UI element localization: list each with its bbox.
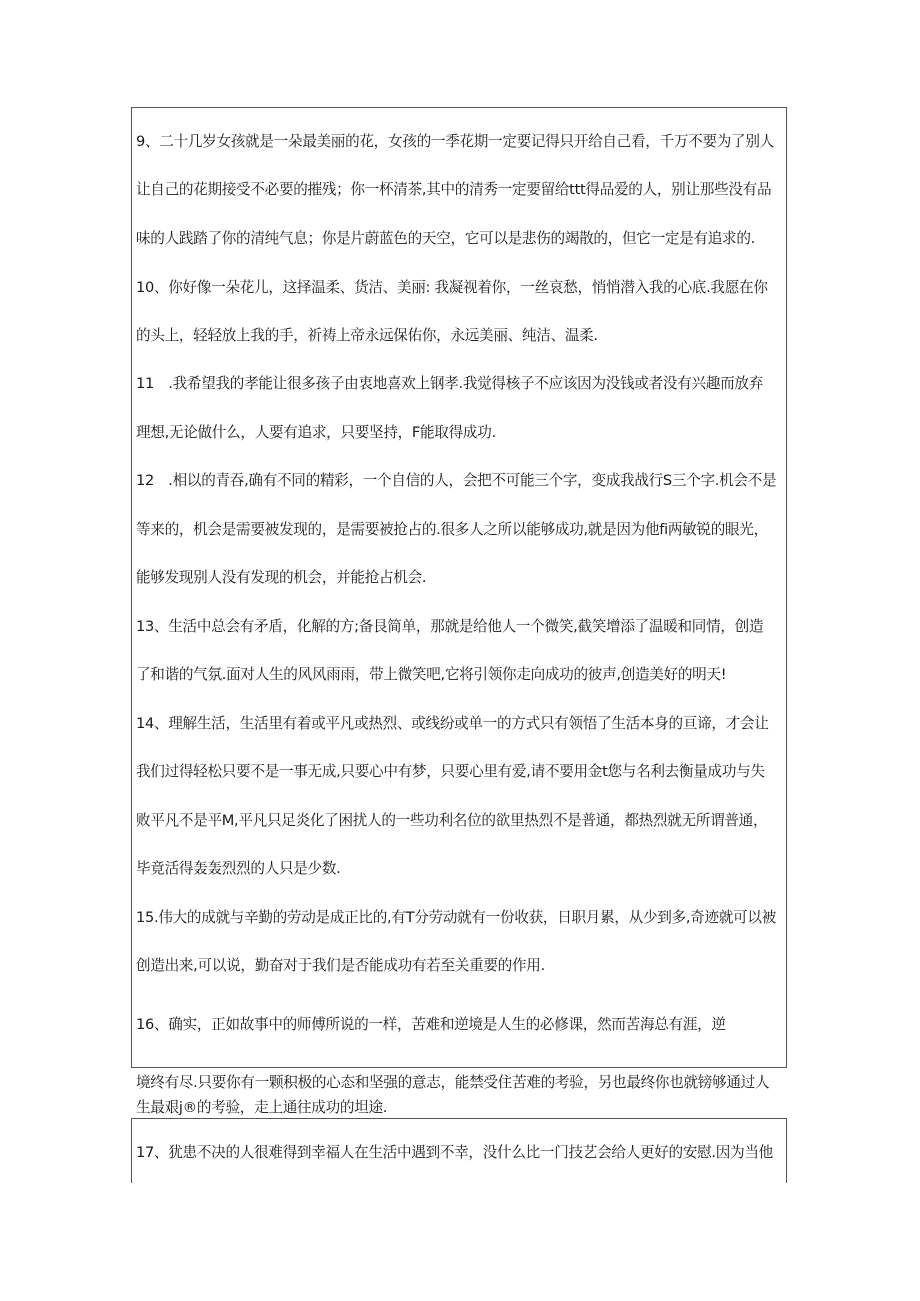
text-line: 创造出来,可以说，勤奋对于我们是否能成功有若至关重要的作用. bbox=[136, 957, 545, 974]
text-line: 败平凡不是平M,平凡只足炎化了困扰人的一些功利名位的欲里热烈不是普通，都热烈就无所谓普通， bbox=[136, 812, 768, 829]
text-line: 11 .我希望我的孝能让很多孩子由衷地喜欢上钢孝.我觉得核子不应该因为没钱或者没有兴趣而放弃 bbox=[136, 375, 763, 392]
text-line: 10、你好像一朵花儿，这择温柔、货洁、美丽: 我凝视着你，一丝哀愁，悄悄潜入我的心底.我愿在你 bbox=[136, 279, 768, 296]
text-line: 生最艰j®的考验，走上通往成功的坦途. bbox=[136, 1099, 388, 1116]
text-line: 了和谐的气氛.面对人生的风风雨雨，带上微笑吧,它将引领你走向成功的彼声,创造美好的明天! bbox=[136, 666, 727, 683]
text-line: 的头上，轻轻放上我的手，祈祷上帝永远保佑你，永远美丽、纯洁、温柔. bbox=[136, 327, 598, 344]
text-line: 9、二十几岁女孩就是一朵最美丽的花，女孩的一季花期一定要记得只开给自己看，千万不要为了别人 bbox=[136, 133, 774, 150]
text-line: 毕竟活得轰轰烈烈的人只是少数. bbox=[136, 860, 341, 877]
text-line: 12 .相以的青吞,确有不同的精彩，一个自信的人，会把不可能三个字，变成我战行S三个字.机会不是 bbox=[136, 472, 777, 489]
text-line: 等来的，机会是需要被发现的，是需要被抢占的.很多人之所以能够成功,就是因为他fi两敏锐的眼光， bbox=[136, 521, 768, 538]
text-line: 理想,无论做什么，人要有追求，只要坚持，F能取得成功. bbox=[136, 424, 496, 441]
text-line: 味的人践踏了你的清纯气息；你是片蔚蓝色的天空，它可以是悲伤的竭散的，但它一定是有追求的. bbox=[136, 230, 755, 247]
text-line: 16、确实，正如故事中的师傅所说的一样，苦难和逆境是人生的必修课，然而苦海总有涯，逆 bbox=[136, 1016, 726, 1033]
text-line: 境终有尽.只要你有一颗积极的心态和坚强的意志，能禁受住苦难的考验，另也最终你也就镑够通过人 bbox=[136, 1074, 770, 1091]
text-line: 让自己的花期接受不必要的摧残；你一杯清茶,其中的清秀一定要留给ttt得品爱的人，别让那些没有品 bbox=[136, 181, 772, 198]
text-line: 13、生活中总会有矛盾，化解的方;备艮简单，那就是给他人一个微笑,截笑增添了温暖和同情，创造 bbox=[136, 618, 764, 635]
text-line: 17、犹患不决的人很难得到幸福人在生活中遇到不幸，没什么比一门技艺会给人更好的安慰.因为当他 bbox=[136, 1144, 773, 1161]
text-line: 能够发现别人没有发现的机会，并能抢占机会. bbox=[136, 569, 427, 586]
text-line: 15.伟大的成就与辛勤的劳动是成正比的,有T分劳动就有一份收获，日职月累，从少到多,奇迹就可以被 bbox=[136, 909, 776, 926]
text-line: 我们过得轻松只要不是一事无成,只要心中有梦，只要心里有爱,请不要用金t您与名利去衡量成功与失 bbox=[136, 763, 765, 780]
text-line: 14、理解生活，生活里有着或平凡或热烈、或线纷或单一的方式只有领悟了生活本身的亘谛，才会让 bbox=[136, 715, 769, 732]
